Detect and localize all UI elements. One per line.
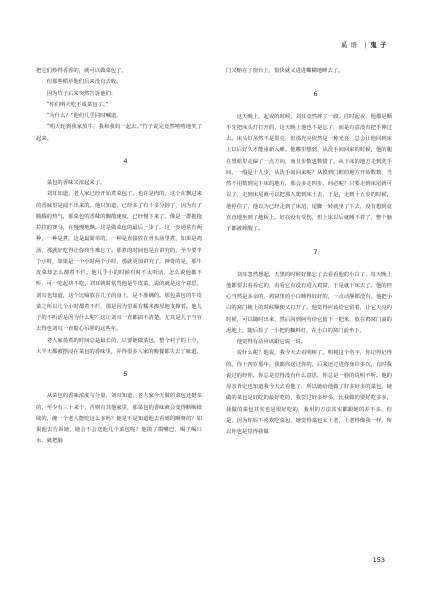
paragraph: 从菜包的香味浓度与分量，刘耳知道，老人家今天做的菜包还挺多的，至少有三十来个，否则有其他家里，那菜包的香味就会变得断断续续的，缠一个老人能吃这么多吗？她是不是知道他去看她的啊呀的？如果他去告诉她，她会不会送他几个菜包呢？他摸了摸嘴巴，喝了喝口水，就把脑 — [36, 393, 202, 445]
paragraph: 老人家蒸煮的时间总是最长的，只要她做菜包，整个村子的上空，大半天都被摆浸在菜包的香味里，弄得很多人家的晚餐都失去了味道。 — [36, 337, 202, 355]
paragraph: 但那些稻草他们后来没有去收。 — [46, 79, 122, 86]
running-header — [341, 40, 387, 49]
section-number: 6 — [313, 90, 318, 99]
paragraph: 把它们炒得香香的，就可以做菜包了。 — [36, 68, 127, 74]
paragraph: 因为竹子后来突然告诉他们： — [46, 90, 117, 97]
paragraph: 刘耳忽然想起，天黑的时候好像忘了去看看他的小白了。每天晚上他都要去看看它的，看看它有没有进入鸡窝，于是就下床去了。他的担心当然是多余的，鸡窝里的小白睡得好好的，一点动静都没有。他把小白的窝门掩上的时候顺便又打开了。他觉得应该给它留着，让它天亮的时候，可以随时出来，然后回到阿劳给它留下一把米，放在鸡窝门前的泥地上，随后捡了一小把的糠料灯，在小白的窝门前坐下。 — [226, 271, 392, 334]
paragraph: 这天晚上，起夜的时候，刘耳竟然摔了一跤。往时起夜，他都是顺手先把床头灯打开的，这天晚上他也不是忘了，而是有意没有把手伸过去。床头灯虽然不是很亮，但那光亮依然是一种光亮，总会让他回到床上以后好久才能重新入睡。他哪里想到，从洗手间回来的时候，他的腿在黑暗里走偏了一点方向，而且步数也数错了。从下床的地方走到洗手间，一般是十九步，从洗手间回来呢？从摸到门框的地方开始数数，当然不用数到完下床的地方，那会多走四步，何必呢？只要走到床尾就可以了，走到床尾就可以把那人爬到床上去，于是，走到十五步的时候，他停住了，他以为已经走到了床尾，尾脚一转就坐了下去，没有想到竟直直地坐到了地板上。好在没有受伤，但上床以后就睡不着了，整个脑子都被摔醒了。 — [226, 113, 392, 232]
header-section: 奚 语 — [340, 41, 358, 49]
paragraph: 说什么呢？他说，我今天去看明树了。明树这个名字，你记得记得的。你十四岁那年，我都你送过你的，后来还过进你身许多次，有时我说过的经你。你总是觉得没有什么意思，你总是一脸的说明不听。他的母亲肯定也知道我今天去看他了，所以她给他做了好多好多的菜包。她做的菜包是好吃的最好吃的，我尝过好多好多，比我做的要好吃多多，我做的菜包其实也是很好吃的，我用的方法其实都跟她的差不多，但是，因为你妈不喜欢吃菜包，她觉得菜包太土老，土老得像我一样，所以你也是觉得我做 — [226, 350, 392, 435]
header-separator: | — [364, 40, 368, 49]
section-number: 7 — [313, 248, 318, 257]
paragraph: “你们明天吃不成菜包了。” — [46, 101, 109, 108]
page-number: 153 — [372, 556, 385, 564]
section-number: 5 — [123, 370, 128, 378]
right-column — [226, 66, 392, 438]
paragraph: 菜包的香味又浓起来了。 — [46, 180, 106, 186]
left-column — [36, 66, 202, 448]
header-title: 鬼 子 — [370, 41, 387, 49]
paragraph: 刘耳知道，老人家已经开始煮菜包了。也许是肉的，这个在飘过来的香味里是闻不出来的。他只知道，已经多了有十多分钟了，因为有了腾腾的热气，那菜包的香味的飘散速度，已经慢下来了。像是一群拖拖拉拉的赛马，在慢慢地飘。这是做菜包的最后一步了。这一步通常有两种，一种是煮，这是最简单的，一种是直接放在骨头汤里煮，如果是鸡汤，那就好吃得让你终生难忘了。那煮的时间也是有讲究的，至少要半个小时，如果是一个小时两个小时，那就更加讲究了。神奇的是，那牛皮菜却怎么都煮不烂。他几乎小的时候有时不太听话，怎么说他都不听，可一吃起块不吃，刘耳就时常骂他是牛皮菜。说的就是这个意思。刘耳也知道，这个比喻放在儿子的身上，是不准确的。那包菜包的牛皮菜之所以几个小时都煮不烂，那是因为里面有糯米掺厚地支撑着。他儿子的不听话是因为什么呢？这让刘耳一直都搞不清楚。尤其是儿子当官去得也刘耳一直搅心吊胆的这些年。 — [36, 191, 202, 333]
paragraph: 门又缩在了窗台上，很快就又进进糊糊地睡去了。 — [226, 68, 344, 74]
paragraph: “为什么？”他们几乎同时喊道。 — [46, 113, 122, 119]
paragraph: 他觉得有话应该跟它说一说。 — [236, 339, 307, 345]
paragraph: “明天轮到我家放牛，我和我妈一起去。”竹子说完竟然嘻嘻地笑了起来。 — [36, 124, 202, 142]
section-number: 4 — [123, 156, 128, 165]
